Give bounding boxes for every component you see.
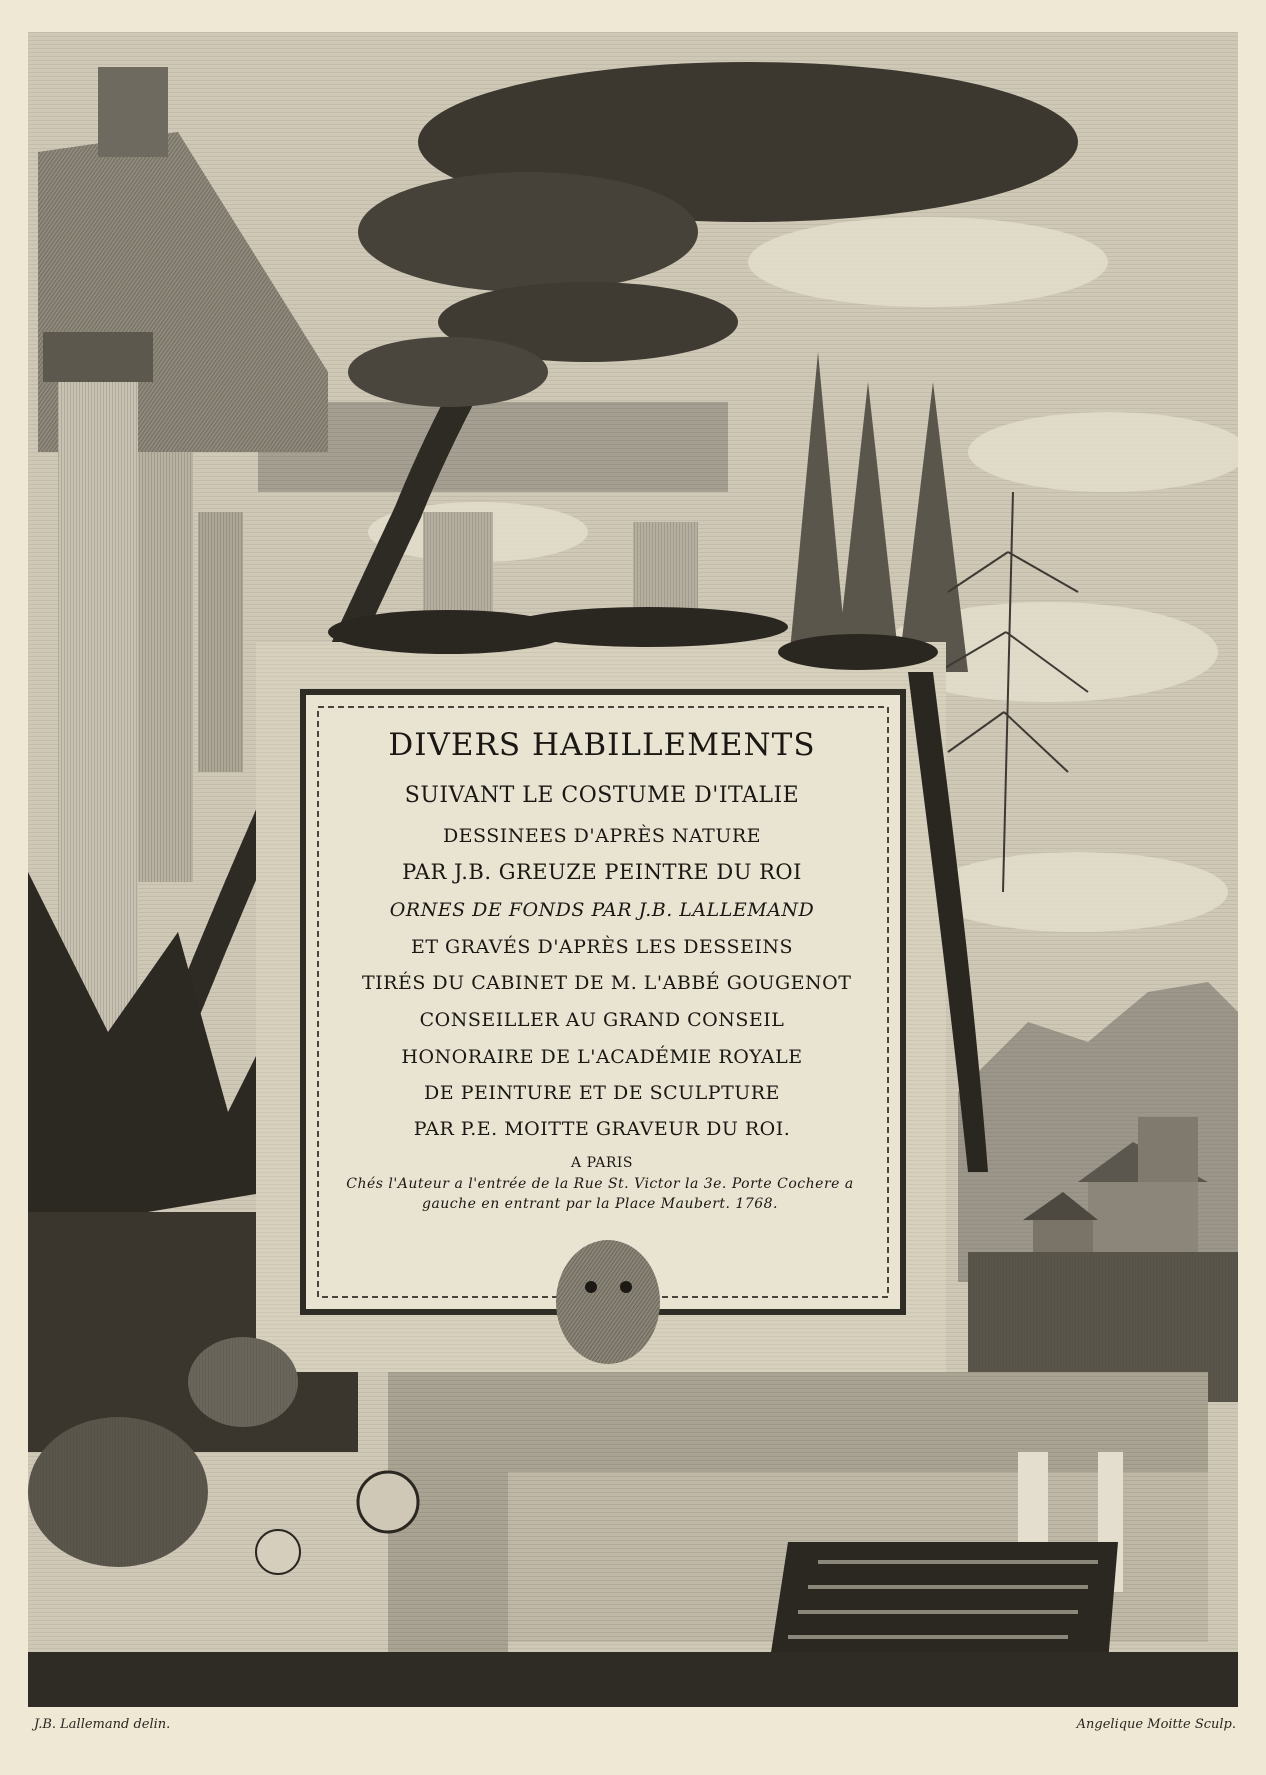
title-line: SUIVANT LE COSTUME D'ITALIE xyxy=(404,783,800,808)
title-line: Chés l'Auteur a l'entrée de la Rue St. Victor la 3e. Porte Cochere a xyxy=(346,1176,854,1192)
title-line: HONORAIRE DE L'ACADÉMIE ROYALE xyxy=(401,1046,803,1068)
title-line: TIRÉS DU CABINET DE M. L'ABBÉ GOUGENOT xyxy=(362,972,852,994)
title-line: PAR P.E. MOITTE GRAVEUR DU ROI. xyxy=(413,1118,791,1140)
title-line: DESSINEES D'APRÈS NATURE xyxy=(442,825,762,847)
title-line: ORNES DE FONDS PAR J.B. LALLEMAND xyxy=(389,899,815,921)
title-line: PAR J.B. GREUZE PEINTRE DU ROI xyxy=(402,860,802,884)
engraver-credit: Angelique Moitte Sculp. xyxy=(1076,1717,1236,1732)
title-line: DIVERS HABILLEMENTS xyxy=(388,727,816,763)
title-line: gauche en entrant par la Place Maubert. 1768. xyxy=(421,1196,779,1212)
title-line: A PARIS xyxy=(571,1155,633,1171)
draughtsman-credit: J.B. Lallemand delin. xyxy=(34,1717,171,1732)
title-line: ET GRAVÉS D'APRÈS LES DESSEINS xyxy=(410,936,794,958)
ground xyxy=(28,1652,1238,1707)
mask-spout xyxy=(556,1240,660,1364)
title-line: CONSEILLER AU GRAND CONSEIL xyxy=(419,1009,785,1031)
title-line: DE PEINTURE ET DE SCULPTURE xyxy=(424,1082,780,1104)
